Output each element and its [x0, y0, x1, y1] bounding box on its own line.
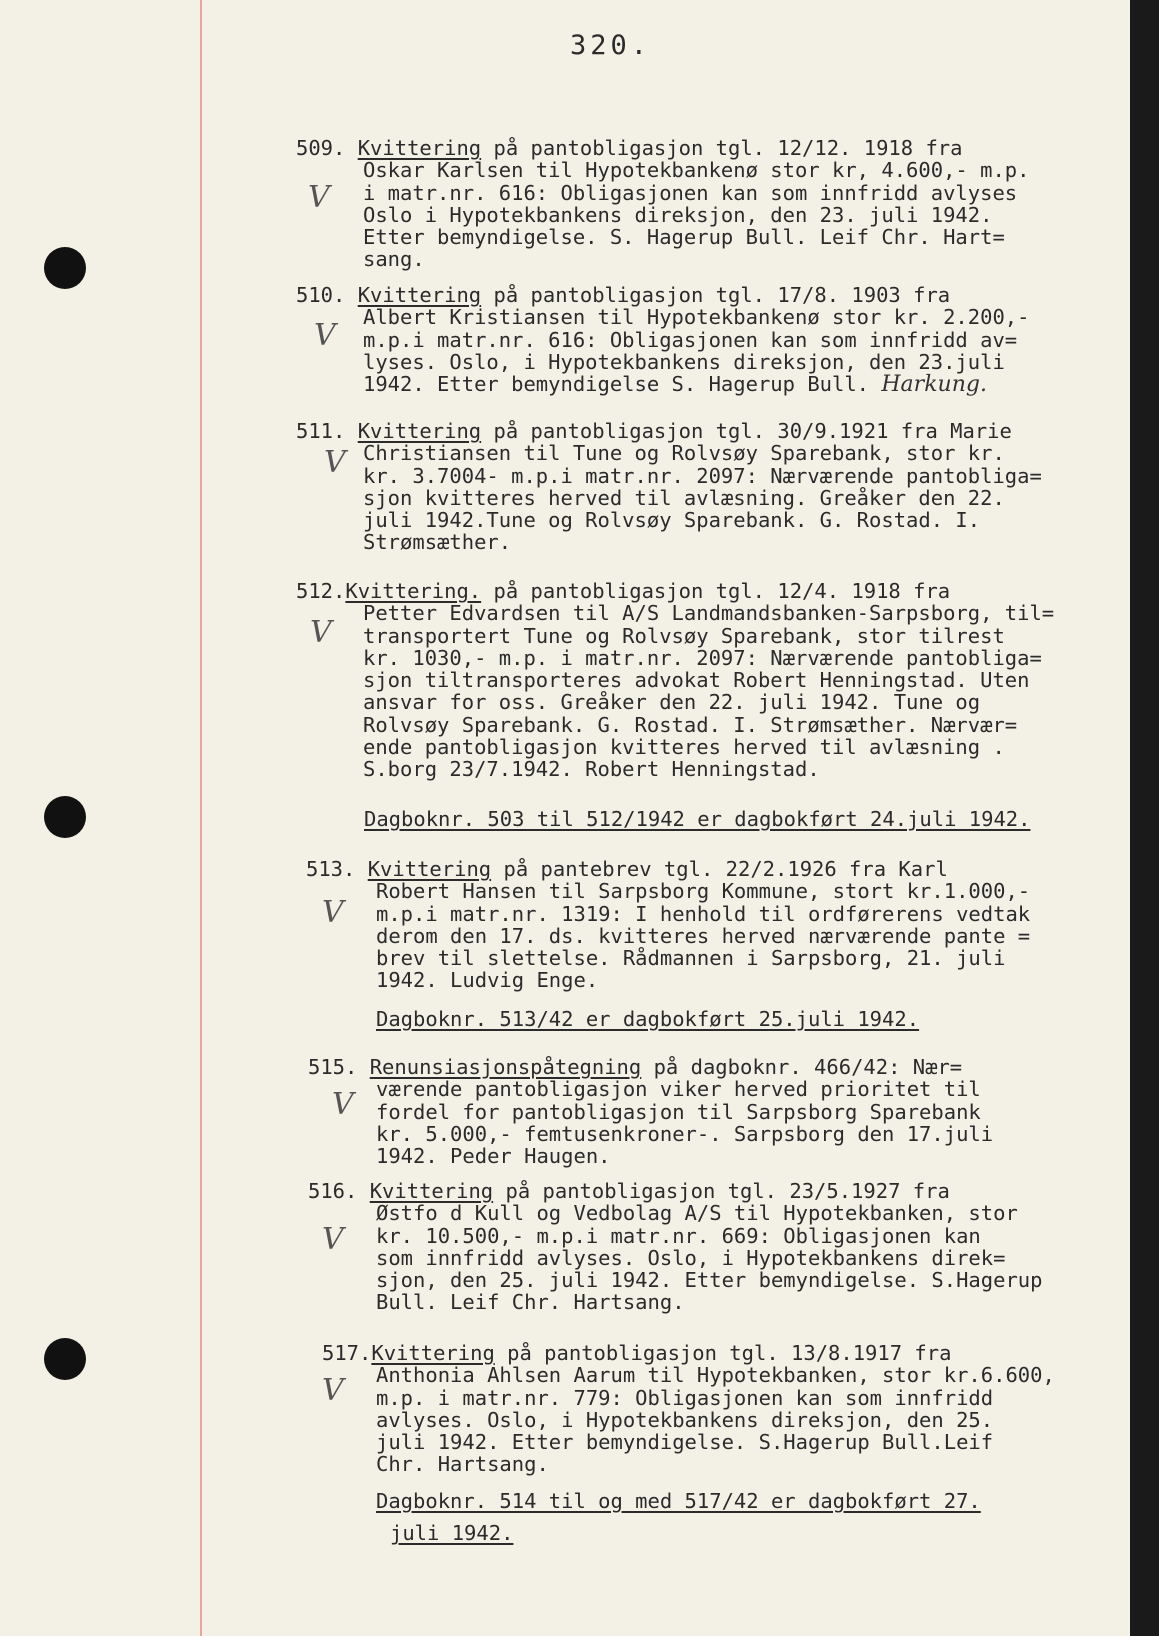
- entry-line: juli 1942. Etter bemyndigelse. S.Hagerup Bull.Leif: [376, 1430, 994, 1455]
- entry-line: Østfo d Kull og Vedbolag A/S til Hypotekbanken, stor: [376, 1201, 1018, 1226]
- check-mark: V: [308, 180, 330, 215]
- entry-line: fordel for pantobligasjon til Sarpsborg Sparebank: [376, 1099, 981, 1124]
- check-mark: V: [310, 615, 332, 650]
- entry-line: kr. 3.7004- m.p.i matr.nr. 2097: Nærværende pantobliga=: [363, 463, 1042, 488]
- entry-line: Kvittering på pantebrev tgl. 22/2.1926 fra Karl: [367, 857, 948, 881]
- entry-516: [308, 1180, 1042, 1314]
- entry-line: lyses. Oslo, i Hypotekbankens direksjon, den 23.juli: [363, 349, 1005, 374]
- entry-line: Bull. Leif Chr. Hartsang.: [376, 1290, 685, 1315]
- entry-line: Kvittering på pantobligasjon tgl. 12/12. 1918 fra: [357, 136, 963, 160]
- entry-515: [308, 1056, 993, 1167]
- entry-line: Strømsæther.: [363, 530, 512, 555]
- entry-number: 517.: [322, 1341, 372, 1365]
- entry-line: kr. 1030,- m.p. i matr.nr. 2097: Nærværende pantobliga=: [363, 645, 1042, 670]
- entry-line: værende pantobligasjon viker herved prioritet til: [376, 1077, 981, 1102]
- entry-line: sang.: [363, 247, 425, 272]
- entry-line: Kvittering. på pantobligasjon tgl. 12/4. 1918 fra: [345, 579, 951, 603]
- journal-note: Dagboknr. 514 til og med 517/42 er dagbokført 27.: [376, 1489, 981, 1513]
- check-mark: V: [322, 1373, 344, 1408]
- entry-line: 1942. Peder Haugen.: [376, 1144, 611, 1169]
- entry-line: 1942. Ludvig Enge.: [376, 968, 599, 993]
- entry-line: Kvittering på pantobligasjon tgl. 17/8. 1903 fra: [357, 283, 951, 307]
- entry-line: avlyses. Oslo, i Hypotekbankens direksjon, den 25.: [376, 1407, 994, 1432]
- punch-hole-bottom: [44, 1338, 86, 1380]
- punch-hole-top: [44, 247, 86, 289]
- entry-line: Etter bemyndigelse. S. Hagerup Bull. Leif Chr. Hart=: [363, 225, 1005, 250]
- entry-line: Oslo i Hypotekbankens direksjon, den 23. juli 1942.: [363, 202, 993, 227]
- entry-line: Anthonia Ahlsen Aarum til Hypotekbanken, stor kr.6.600,: [376, 1363, 1055, 1388]
- page-number: 320.: [570, 30, 652, 61]
- entry-line: juli 1942.Tune og Rolvsøy Sparebank. G. Rostad. I.: [363, 508, 981, 533]
- entry-line: brev til slettelse. Rådmannen i Sarpsborg, 21. juli: [376, 946, 1006, 971]
- entry-line: ansvar for oss. Greåker den 22. juli 1942. Tune og: [363, 690, 981, 715]
- entry-512: [296, 580, 1054, 781]
- check-mark: V: [314, 318, 336, 353]
- entry-line: sjon, den 25. juli 1942. Etter bemyndigelse. S.Hagerup: [376, 1268, 1043, 1293]
- entry-number: 509.: [296, 136, 346, 160]
- punch-hole-middle: [44, 796, 86, 838]
- margin-rule: [200, 0, 202, 1636]
- entry-line: Renunsiasjonspåtegning på dagboknr. 466/42: Nær=: [369, 1055, 963, 1079]
- entry-number: 512.: [296, 579, 346, 603]
- entry-510: [296, 284, 1029, 396]
- entry-line: i matr.nr. 616: Obligasjonen kan som innfridd avlyses: [363, 180, 1018, 205]
- entry-number: 515.: [308, 1055, 358, 1079]
- handwritten-signature: Harkung.: [881, 372, 987, 398]
- entry-line: m.p. i matr.nr. 779: Obligasjonen kan som innfridd: [376, 1385, 994, 1410]
- entry-number: 513.: [306, 857, 356, 881]
- entry-line: sjon tiltransporteres advokat Robert Henningstad. Uten: [363, 668, 1030, 693]
- entry-line: Chr. Hartsang.: [376, 1452, 549, 1477]
- journal-note: juli 1942.: [390, 1521, 514, 1545]
- journal-note: Dagboknr. 513/42 er dagbokført 25.juli 1942.: [376, 1007, 920, 1031]
- entry-509: [296, 137, 1029, 271]
- entry-number: 511.: [296, 419, 346, 443]
- entry-line: Oskar Karlsen til Hypotekbankenø stor kr, 4.600,- m.p.: [363, 158, 1030, 183]
- entry-line: 1942. Etter bemyndigelse S. Hagerup Bull.: [363, 372, 870, 397]
- entry-line: Rolvsøy Sparebank. G. Rostad. I. Strømsæther. Nærvær=: [363, 712, 1018, 737]
- entry-line: kr. 10.500,- m.p.i matr.nr. 669: Obligasjonen kan: [376, 1223, 981, 1248]
- entry-line: Robert Hansen til Sarpsborg Kommune, stort kr.1.000,-: [376, 879, 1031, 904]
- check-mark: V: [322, 1222, 344, 1257]
- entry-line: transportert Tune og Rolvsøy Sparebank, stor tilrest: [363, 623, 1005, 648]
- journal-note: Dagboknr. 503 til 512/1942 er dagbokført 24.juli 1942.: [364, 807, 1031, 831]
- entry-number: 510.: [296, 283, 346, 307]
- entry-number: 516.: [308, 1179, 358, 1203]
- entry-line: kr. 5.000,- femtusenkroner-. Sarpsborg den 17.juli: [376, 1121, 994, 1146]
- entry-line: m.p.i matr.nr. 1319: I henhold til ordførerens vedtak: [376, 901, 1031, 926]
- entry-513: [306, 858, 1030, 992]
- entry-line: som innfridd avlyses. Oslo, i Hypotekbankens direk=: [376, 1245, 1006, 1270]
- entry-line: Kvittering på pantobligasjon tgl. 30/9.1921 fra Marie: [357, 419, 1012, 443]
- check-mark: V: [324, 445, 346, 480]
- entry-line: S.borg 23/7.1942. Robert Henningstad.: [363, 757, 820, 782]
- entry-line: Albert Kristiansen til Hypotekbankenø stor kr. 2.200,-: [363, 305, 1030, 330]
- entry-line: sjon kvitteres herved til avlæsning. Greåker den 22.: [363, 485, 1005, 510]
- check-mark: V: [332, 1087, 354, 1122]
- check-mark: V: [322, 895, 344, 930]
- entry-line: derom den 17. ds. kvitteres herved nærværende pante =: [376, 923, 1031, 948]
- entry-line: Kvittering på pantobligasjon tgl. 23/5.1927 fra: [369, 1179, 950, 1203]
- entry-517: [322, 1342, 1055, 1476]
- entry-line: m.p.i matr.nr. 616: Obligasjonen kan som innfridd av=: [363, 327, 1018, 352]
- entry-line: ende pantobligasjon kvitteres herved til avlæsning .: [363, 735, 1005, 760]
- entry-line: Kvittering på pantobligasjon tgl. 13/8.1917 fra: [371, 1341, 952, 1365]
- entry-line: Petter Edvardsen til A/S Landmandsbanken-Sarpsborg, til=: [363, 601, 1055, 626]
- entry-511: [296, 420, 1042, 554]
- entry-line: Christiansen til Tune og Rolvsøy Sparebank, stor kr.: [363, 441, 1005, 466]
